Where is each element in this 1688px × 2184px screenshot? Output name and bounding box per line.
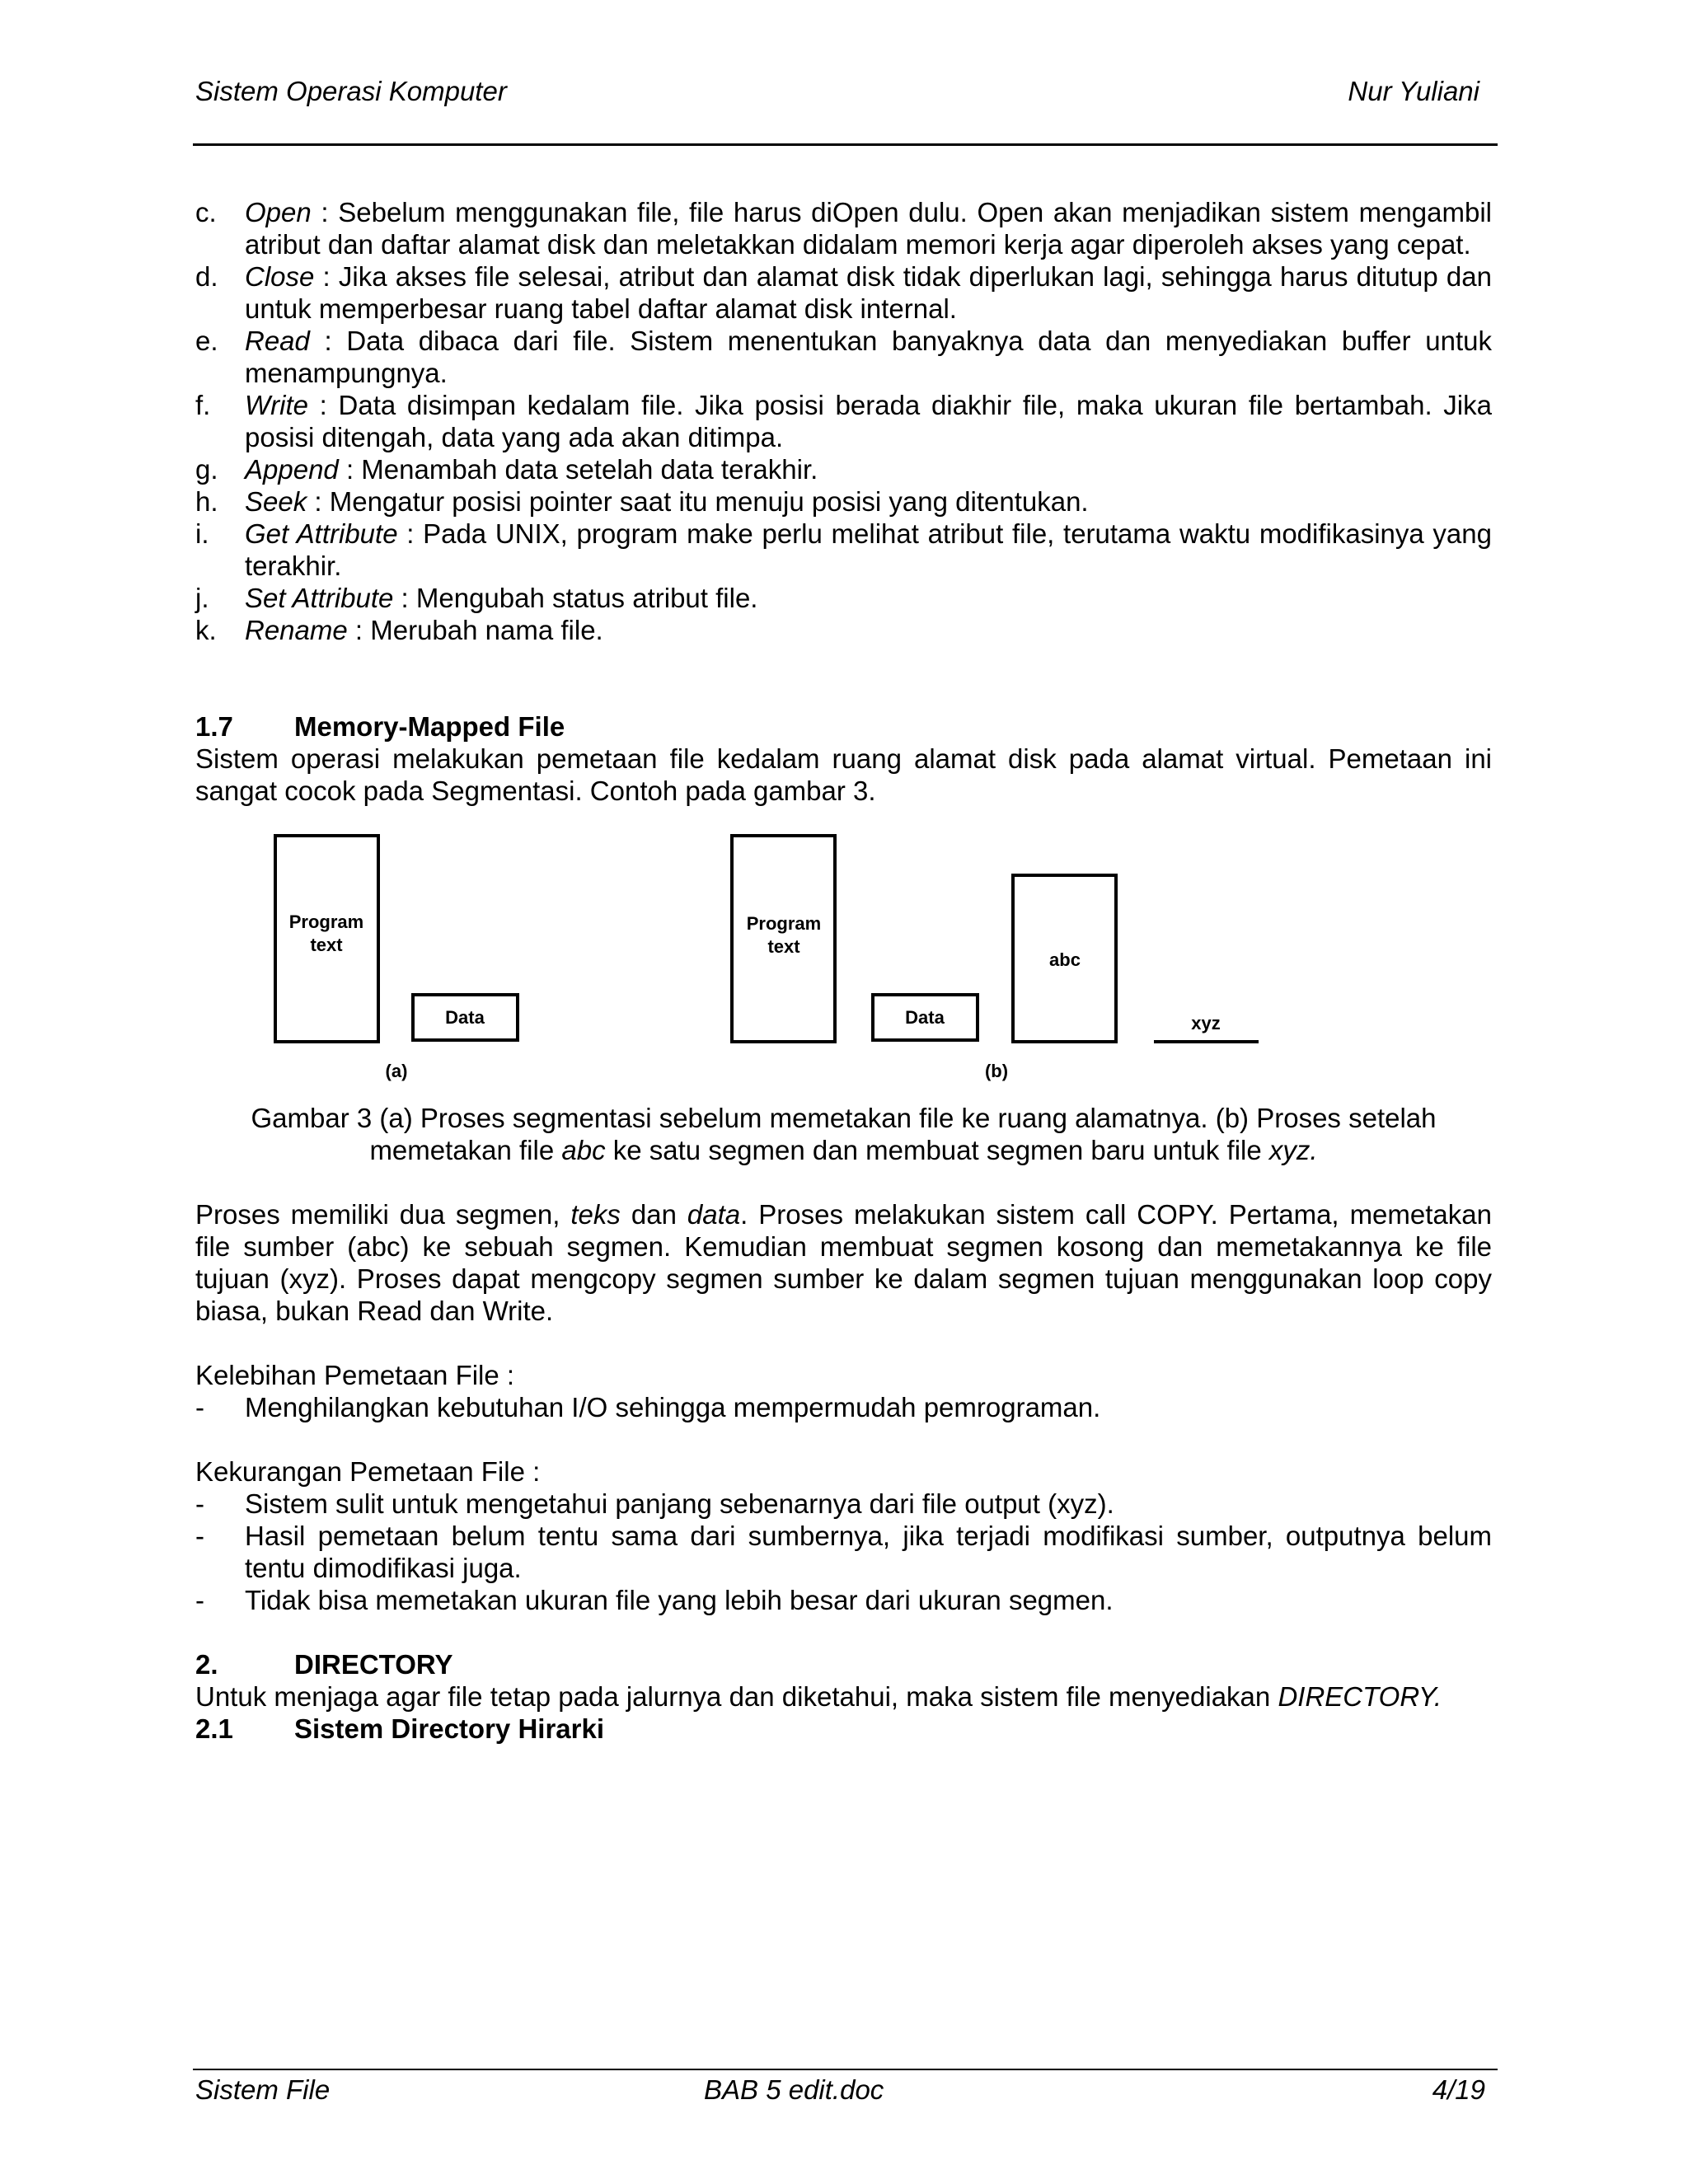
process-paragraph	[195, 1198, 1492, 1327]
data-label-a: Data	[445, 1007, 485, 1028]
directory-intro-text: Untuk menjaga agar file tetap pada jalurnya dan diketahui, maka sistem file menyediakan	[195, 1681, 1278, 1712]
page-header	[195, 76, 1498, 110]
list-item-body	[245, 582, 1492, 614]
list-item	[195, 325, 1492, 389]
operation-term: Get Attribute	[245, 518, 398, 549]
program-label-b-2: text	[767, 936, 800, 957]
operation-text: : Data disimpan kedalam file. Jika posisi berada diakhir file, maka ukuran file bertambah. Jika posisi ditengah, data yang ada akan ditimpa.	[245, 390, 1492, 452]
process-term-teks: teks	[570, 1199, 621, 1230]
section-title: Memory-Mapped File	[294, 711, 565, 742]
abc-label: abc	[1049, 949, 1081, 970]
caption-text-2: ke satu segmen dan membuat segmen baru untuk file	[605, 1135, 1269, 1165]
list-item	[195, 582, 1492, 614]
footer-rule	[193, 2069, 1498, 2070]
header-author: Nur Yuliani	[1348, 76, 1479, 106]
list-marker: -	[195, 1488, 204, 1519]
section-heading-2	[195, 1648, 1492, 1680]
operation-text: : Sebelum menggunakan file, file harus diOpen dulu. Open akan menjadikan sistem mengambil atribut dan daftar alamat disk dan meletakkan didalam memori kerja agar diperoleh akses yang cepat.	[245, 197, 1492, 260]
panel-label-b: (b)	[984, 1061, 1009, 1081]
list-item-body	[245, 614, 1492, 646]
advantages-heading: Kelebihan Pemetaan File :	[195, 1360, 515, 1390]
section-number: 1.7	[195, 711, 233, 742]
page-footer	[195, 2074, 1492, 2109]
footer-filename: BAB 5 edit.doc	[704, 2074, 884, 2105]
section-number: 2.	[195, 1649, 218, 1680]
operation-term: Close	[245, 261, 315, 292]
list-item	[195, 614, 1492, 646]
list-item-text: Hasil pemetaan belum tentu sama dari sumbernya, jika terjadi modifikasi sumber, outputnya belum tentu dimodifikasi juga.	[245, 1521, 1492, 1583]
list-marker: f.	[195, 390, 211, 420]
list-item	[195, 389, 1492, 453]
list-marker: -	[195, 1392, 204, 1422]
operation-text: : Jika akses file selesai, atribut dan alamat disk tidak diperlukan lagi, sehingga harus ditutup dan untuk memperbesar ruang tabel daftar alamat disk internal.	[245, 261, 1492, 324]
list-item-text: Tidak bisa memetakan ukuran file yang lebih besar dari ukuran segmen.	[245, 1585, 1114, 1615]
operation-term: Read	[245, 326, 310, 356]
list-item	[195, 1488, 1492, 1520]
list-item-body	[245, 325, 1492, 389]
program-label-a-2: text	[310, 935, 343, 955]
spacer	[195, 1166, 1492, 1198]
spacer	[195, 1423, 1492, 1455]
list-marker: i.	[195, 518, 209, 549]
data-label-b: Data	[905, 1007, 945, 1028]
section-heading-2-1	[195, 1713, 1492, 1745]
segmentation-diagram	[195, 830, 1492, 1102]
panel-label-a: (a)	[385, 1061, 408, 1081]
process-text-1: Proses memiliki dua segmen,	[195, 1199, 571, 1230]
list-marker: -	[195, 1585, 204, 1615]
caption-xyz: xyz.	[1268, 1135, 1318, 1165]
section-intro	[195, 1680, 1492, 1713]
list-item-body	[245, 453, 1492, 485]
list-item-text: Menghilangkan kebutuhan I/O sehingga mempermudah pemrograman.	[245, 1392, 1101, 1422]
caption-abc: abc	[561, 1135, 606, 1165]
list-item-body	[245, 389, 1492, 453]
spacer	[195, 1327, 1492, 1359]
header-rule	[193, 143, 1498, 146]
process-text-3: . Proses melakukan sistem call COPY. Pertama, memetakan file sumber (abc) ke sebuah segmen. Kemudian membuat segmen kosong dan memetakannya ke file tujuan (xyz). Proses dapat mengcopy segmen sumber ke dalam segmen tujuan menggunakan loop copy biasa, bukan Read dan Write.	[195, 1199, 1492, 1326]
list-marker: e.	[195, 326, 218, 356]
list-marker: c.	[195, 197, 217, 227]
operation-term: Set Attribute	[245, 583, 394, 613]
operation-text: : Menambah data setelah data terakhir.	[338, 454, 818, 485]
section-title: Sistem Directory Hirarki	[294, 1713, 605, 1744]
list-item	[195, 453, 1492, 485]
file-operations-list	[195, 196, 1492, 646]
operation-term: Append	[245, 454, 339, 485]
footer-page-number: 4/19	[1432, 2074, 1485, 2105]
list-marker: g.	[195, 454, 218, 485]
list-marker: -	[195, 1521, 204, 1551]
disadvantages-heading: Kekurangan Pemetaan File :	[195, 1456, 541, 1487]
figure-3	[195, 830, 1492, 1102]
list-item	[195, 1391, 1492, 1423]
list-item	[195, 1584, 1492, 1616]
section-title: DIRECTORY	[294, 1649, 453, 1680]
xyz-label: xyz	[1191, 1013, 1221, 1033]
caption-text-1: Gambar 3 (a) Proses segmentasi sebelum memetakan file ke ruang alamatnya. (b) Proses setelah memetakan file	[251, 1103, 1437, 1165]
section-number: 2.1	[195, 1713, 233, 1744]
list-item	[195, 485, 1492, 518]
list-item	[195, 196, 1492, 260]
list-item-body	[245, 196, 1492, 260]
list-item	[195, 260, 1492, 325]
spacer	[195, 646, 1492, 710]
operation-text: : Pada UNIX, program make perlu melihat atribut file, terutama waktu modifikasinya yang terakhir.	[245, 518, 1492, 581]
page-content	[195, 196, 1492, 1745]
list-item-text: Sistem sulit untuk mengetahui panjang sebenarnya dari file output (xyz).	[245, 1488, 1114, 1519]
operation-term: Seek	[245, 486, 307, 517]
operation-text: : Merubah nama file.	[347, 615, 603, 645]
list-item-body	[245, 485, 1492, 518]
directory-intro-term: DIRECTORY.	[1278, 1681, 1442, 1712]
operation-text: : Mengatur posisi pointer saat itu menuju posisi yang ditentukan.	[307, 486, 1089, 517]
list-marker: d.	[195, 261, 218, 292]
operation-text: : Mengubah status atribut file.	[393, 583, 758, 613]
header-book-title: Sistem Operasi Komputer	[195, 76, 507, 106]
list-marker: h.	[195, 486, 218, 517]
operation-term: Open	[245, 197, 312, 227]
program-label-a-1: Program	[288, 912, 364, 932]
footer-chapter: Sistem File	[195, 2074, 331, 2105]
operation-term: Write	[245, 390, 308, 420]
process-text-2: dan	[620, 1199, 687, 1230]
list-marker: j.	[195, 583, 209, 613]
list-item-body	[245, 518, 1492, 582]
section-heading-1-7	[195, 710, 1492, 743]
operation-text: : Data dibaca dari file. Sistem menentukan banyaknya data dan menyediakan buffer untuk menampungnya.	[245, 326, 1492, 388]
process-term-data: data	[687, 1199, 741, 1230]
figure-caption	[228, 1102, 1459, 1166]
list-item	[195, 518, 1492, 582]
list-item-body	[245, 260, 1492, 325]
section-intro: Sistem operasi melakukan pemetaan file kedalam ruang alamat disk pada alamat virtual. Pemetaan ini sangat cocok pada Segmentasi. Contoh pada gambar 3.	[195, 743, 1492, 806]
spacer	[195, 1616, 1492, 1648]
list-marker: k.	[195, 615, 217, 645]
program-label-b-1: Program	[746, 913, 822, 934]
list-item	[195, 1520, 1492, 1584]
operation-term: Rename	[245, 615, 348, 645]
